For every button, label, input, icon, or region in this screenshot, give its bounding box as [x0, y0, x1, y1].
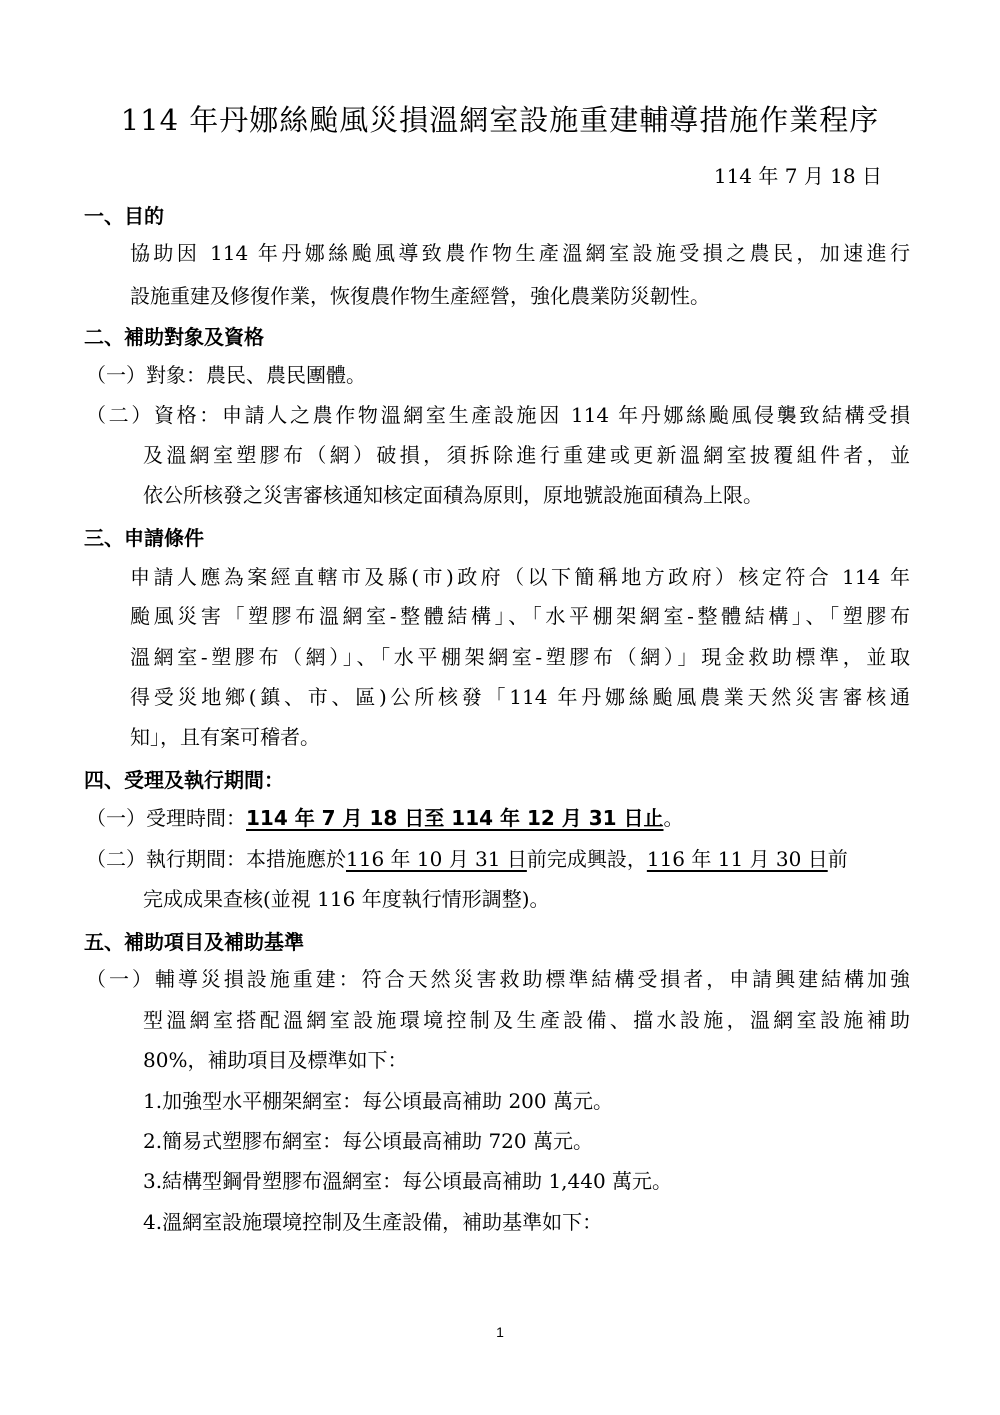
period-item-2-line-1 — [86, 845, 848, 873]
acceptance-period: 114 年 7 月 18 日至 114 年 12 月 31 日止 — [246, 806, 664, 830]
construction-deadline: 116 年 10 月 31 日 — [346, 847, 527, 871]
period-item-2-mid: 前完成興設， — [526, 847, 647, 871]
section-heading-conditions: 三、申請條件 — [84, 526, 204, 550]
subsidy-item-1-line-1: （一）輔導災損設施重建：符合天然災害救助標準結構受損者，申請興建結構加強 — [86, 967, 910, 991]
conditions-line-2: 颱風災害「塑膠布溫網室-整體結構」、「水平棚架網室-整體結構」、「塑膠布 — [130, 604, 910, 628]
period-item-1-end: 。 — [663, 806, 684, 830]
subsidy-standard-1: 1.加強型水平棚架網室：每公頃最高補助 200 萬元。 — [143, 1089, 613, 1113]
subsidy-standard-2: 2.簡易式塑膠布網室：每公頃最高補助 720 萬元。 — [143, 1129, 593, 1153]
period-item-1 — [86, 804, 684, 832]
period-item-2-label: （二）執行期間：本措施應於 — [86, 847, 346, 871]
conditions-line-3: 溫網室-塑膠布（網）」、「水平棚架網室-塑膠布（網）」現金救助標準，並取 — [130, 645, 910, 669]
period-item-2-line-2: 完成成果查核(並視 116 年度執行情形調整)。 — [143, 887, 550, 911]
eligibility-item-2-line-2: 及溫網室塑膠布（網）破損，須拆除進行重建或更新溫網室披覆組件者，並 — [143, 443, 910, 467]
subsidy-item-1-line-3: 80%，補助項目及標準如下： — [143, 1048, 408, 1072]
period-item-1-label: （一）受理時間： — [86, 806, 246, 830]
conditions-line-1: 申請人應為案經直轄市及縣(市)政府（以下簡稱地方政府）核定符合 114 年 — [130, 565, 910, 589]
section-heading-subsidy: 五、補助項目及補助基準 — [84, 930, 304, 954]
section-heading-eligibility: 二、補助對象及資格 — [84, 325, 264, 349]
section-heading-purpose: 一、目的 — [84, 204, 164, 228]
eligibility-item-1: （一）對象：農民、農民團體。 — [86, 363, 366, 387]
purpose-line-1: 協助因 114 年丹娜絲颱風導致農作物生產溫網室設施受損之農民，加速進行 — [130, 241, 910, 265]
page-number: 1 — [496, 1324, 504, 1340]
period-item-2-end: 前 — [827, 847, 848, 871]
conditions-line-5: 知」，且有案可稽者。 — [130, 725, 320, 749]
purpose-line-2: 設施重建及修復作業，恢復農作物生產經營，強化農業防災韌性。 — [130, 284, 710, 308]
section-heading-period: 四、受理及執行期間： — [84, 768, 284, 792]
document-title: 114 年丹娜絲颱風災損溫網室設施重建輔導措施作業程序 — [120, 103, 880, 137]
subsidy-item-1-line-2: 型溫網室搭配溫網室設施環境控制及生產設備、擋水設施，溫網室設施補助 — [143, 1008, 910, 1032]
subsidy-standard-3: 3.結構型鋼骨塑膠布溫網室：每公頃最高補助 1,440 萬元。 — [143, 1169, 673, 1193]
eligibility-item-2-line-1: （二）資格：申請人之農作物溫網室生產設施因 114 年丹娜絲颱風侵襲致結構受損 — [86, 403, 910, 427]
conditions-line-4: 得受災地鄉(鎮、市、區)公所核發「114 年丹娜絲颱風農業天然災害審核通 — [130, 685, 910, 709]
eligibility-item-2-line-3: 依公所核發之災害審核通知核定面積為原則，原地號設施面積為上限。 — [143, 483, 763, 507]
verification-deadline: 116 年 11 月 30 日 — [646, 847, 828, 871]
document-date: 114 年 7 月 18 日 — [713, 164, 882, 188]
subsidy-standard-4: 4.溫網室設施環境控制及生產設備，補助基準如下： — [143, 1210, 603, 1234]
